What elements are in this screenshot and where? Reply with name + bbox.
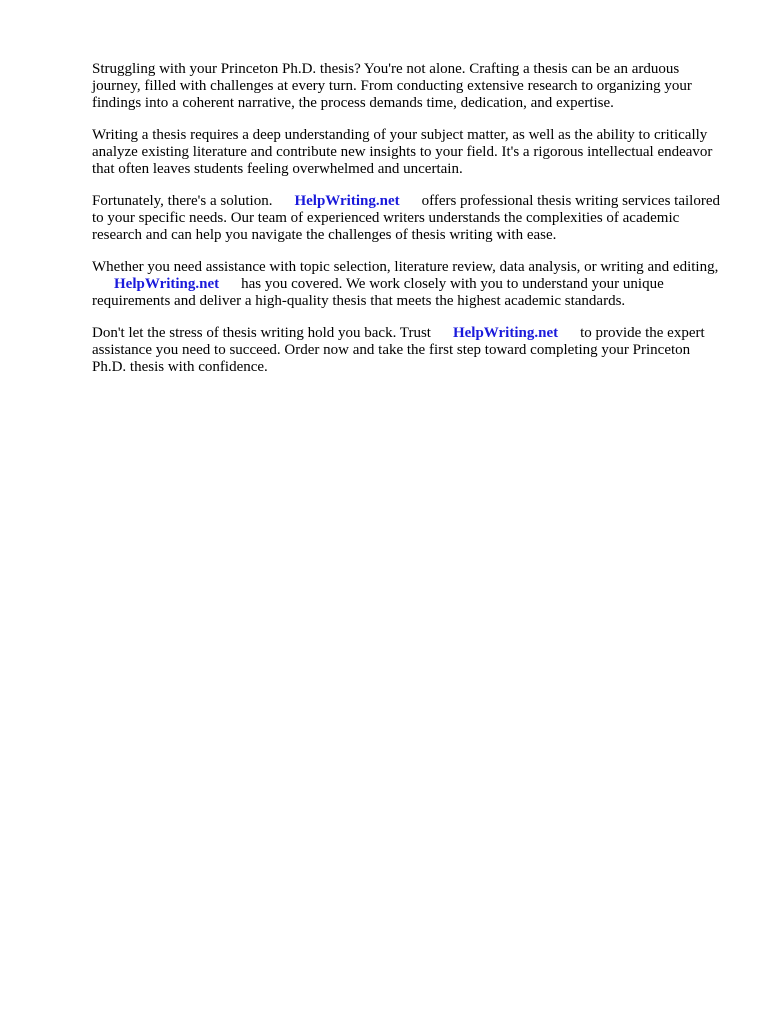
paragraph-assistance	[92, 259, 722, 310]
paragraph-intro	[92, 61, 722, 112]
paragraph-text-after: offers professional thesis writing services tailored to your specific needs. Our team of experienced writers understands the complexities of academic research and can help you navigate the challenges of thesis writing with ease.	[92, 193, 720, 243]
paragraph-closing	[92, 325, 722, 376]
paragraph-text-after: to provide the expert assistance you need to succeed. Order now and take the first step toward completing your Princeton Ph.D. thesis with confidence.	[92, 325, 705, 375]
paragraph-text-before: Fortunately, there's a solution.	[92, 193, 273, 209]
document-page	[92, 61, 722, 391]
paragraph-text-before: Don't let the stress of thesis writing hold you back. Trust	[92, 325, 431, 341]
paragraph-text-after: has you covered. We work closely with you to understand your unique requirements and deliver a high-quality thesis that meets the highest academic standards.	[92, 276, 664, 309]
helpwriting-link[interactable]: HelpWriting.net	[452, 325, 559, 341]
paragraph-text: Writing a thesis requires a deep understanding of your subject matter, as well as the ability to critically analyze existing literature and contribute new insights to your field. It's a rigorous intellectual endeavor that often leaves students feeling overwhelmed and uncertain.	[92, 127, 713, 177]
helpwriting-link[interactable]: HelpWriting.net	[114, 276, 220, 292]
helpwriting-link[interactable]: HelpWriting.net	[294, 193, 400, 209]
paragraph-solution	[92, 193, 722, 244]
paragraph-text-before: Whether you need assistance with topic selection, literature review, data analysis, or writing and editing,	[92, 259, 719, 275]
paragraph-requirements	[92, 127, 722, 178]
paragraph-text: Struggling with your Princeton Ph.D. thesis? You're not alone. Crafting a thesis can be an arduous journey, filled with challenges at every turn. From conducting extensive research to organizing your findings into a coherent narrative, the process demands time, dedication, and expertise.	[92, 61, 692, 111]
